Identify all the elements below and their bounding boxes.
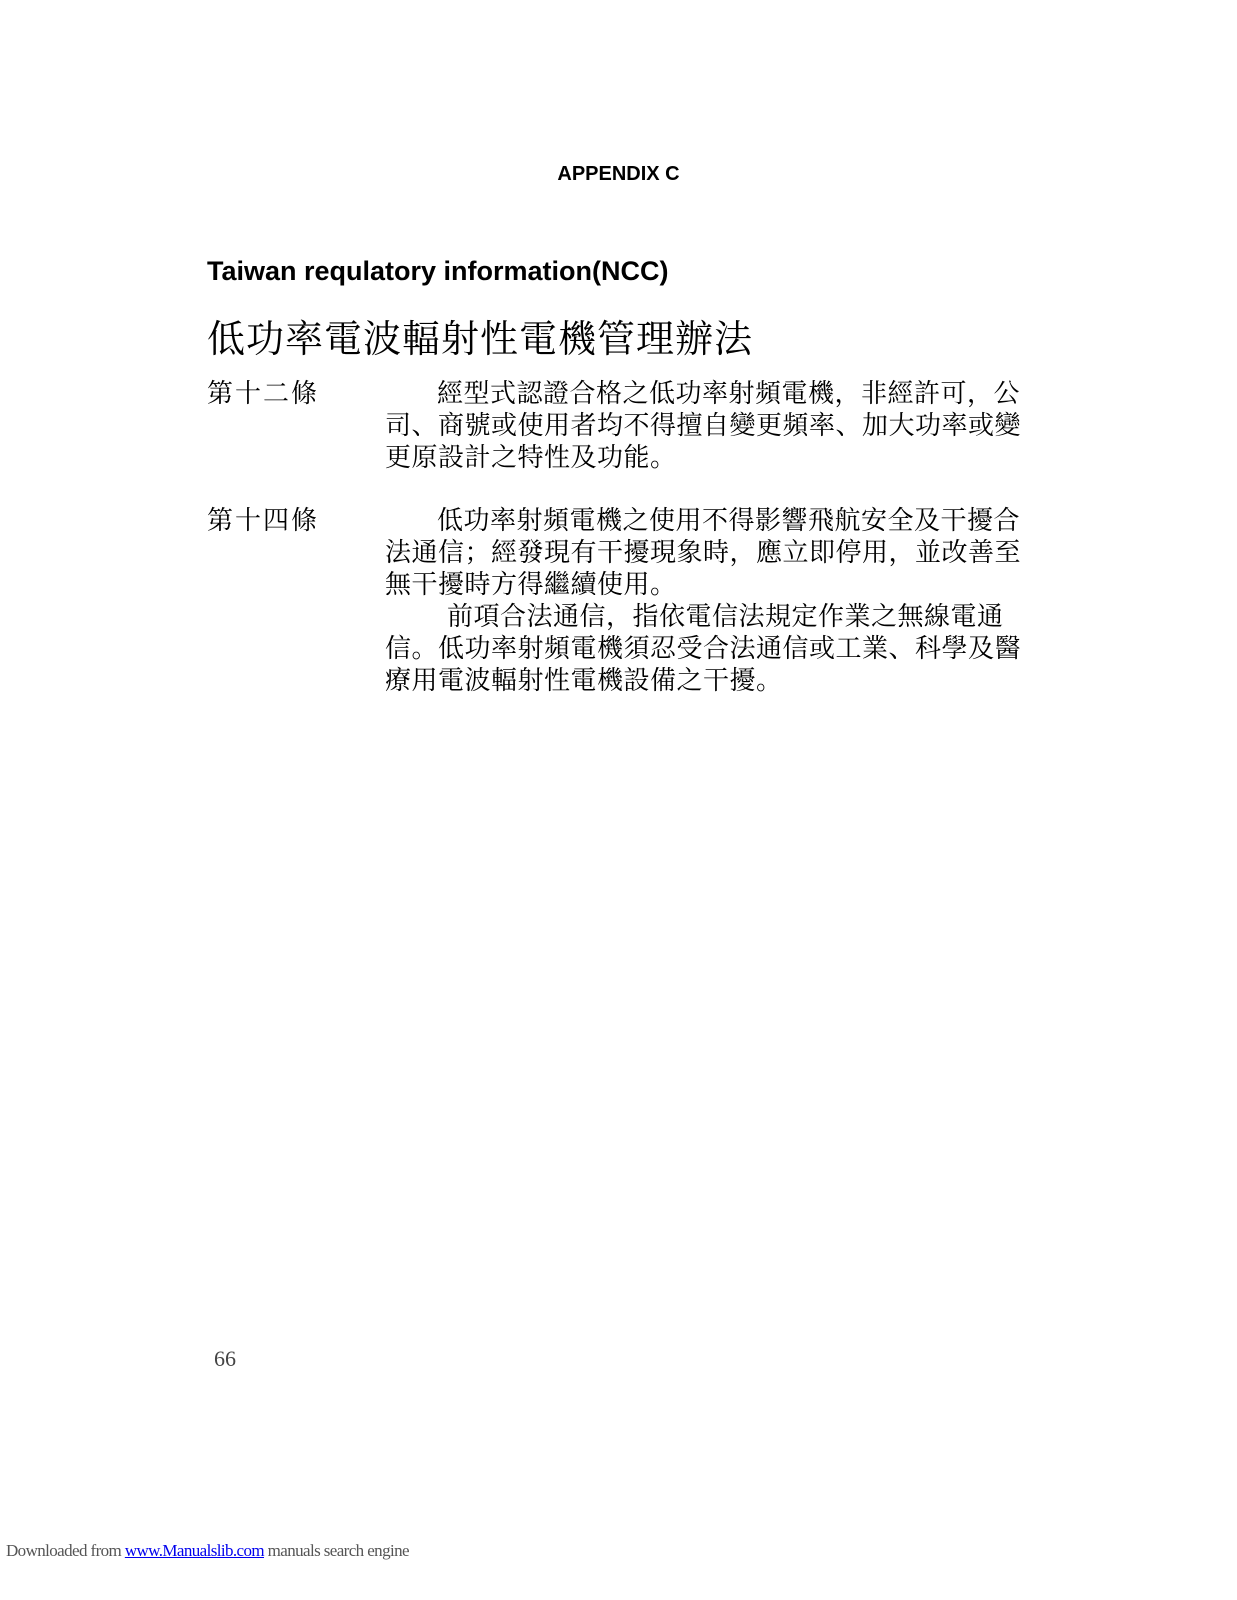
article-label: 第十二條 — [207, 379, 320, 409]
section-title-cn: 低功率電波輻射性電機管理辦法 — [207, 317, 754, 361]
page-number: 66 — [214, 1346, 236, 1371]
article-body — [385, 378, 1035, 474]
download-footer — [6, 1541, 409, 1561]
article-label: 第十四條 — [207, 506, 320, 536]
article-paragraph: 前項合法通信，指依電信法規定作業之無線電通信。低功率射頻電機須忍受合法通信或工業、科學及醫療用電波輻射性電機設備之干擾。 — [385, 602, 1022, 696]
section-subtitle: Taiwan requlatory information(NCC) — [207, 256, 669, 286]
appendix-heading: APPENDIX C — [557, 163, 680, 185]
article-paragraph: 低功率射頻電機之使用不得影響飛航安全及干擾合法通信；經發現有干擾現象時，應立即停用，並改善至無干擾時方得繼續使用。 — [385, 506, 1022, 600]
article-paragraph: 經型式認證合格之低功率射頻電機，非經許可，公司、商號或使用者均不得擅自變更頻率、加大功率或變更原設計之特性及功能。 — [385, 379, 1022, 473]
manualslib-link[interactable]: www.Manualslib.com — [124, 1541, 265, 1560]
footer-suffix: manuals search engine — [264, 1541, 409, 1560]
article-body — [385, 505, 1035, 697]
footer-prefix: Downloaded from — [6, 1541, 125, 1560]
